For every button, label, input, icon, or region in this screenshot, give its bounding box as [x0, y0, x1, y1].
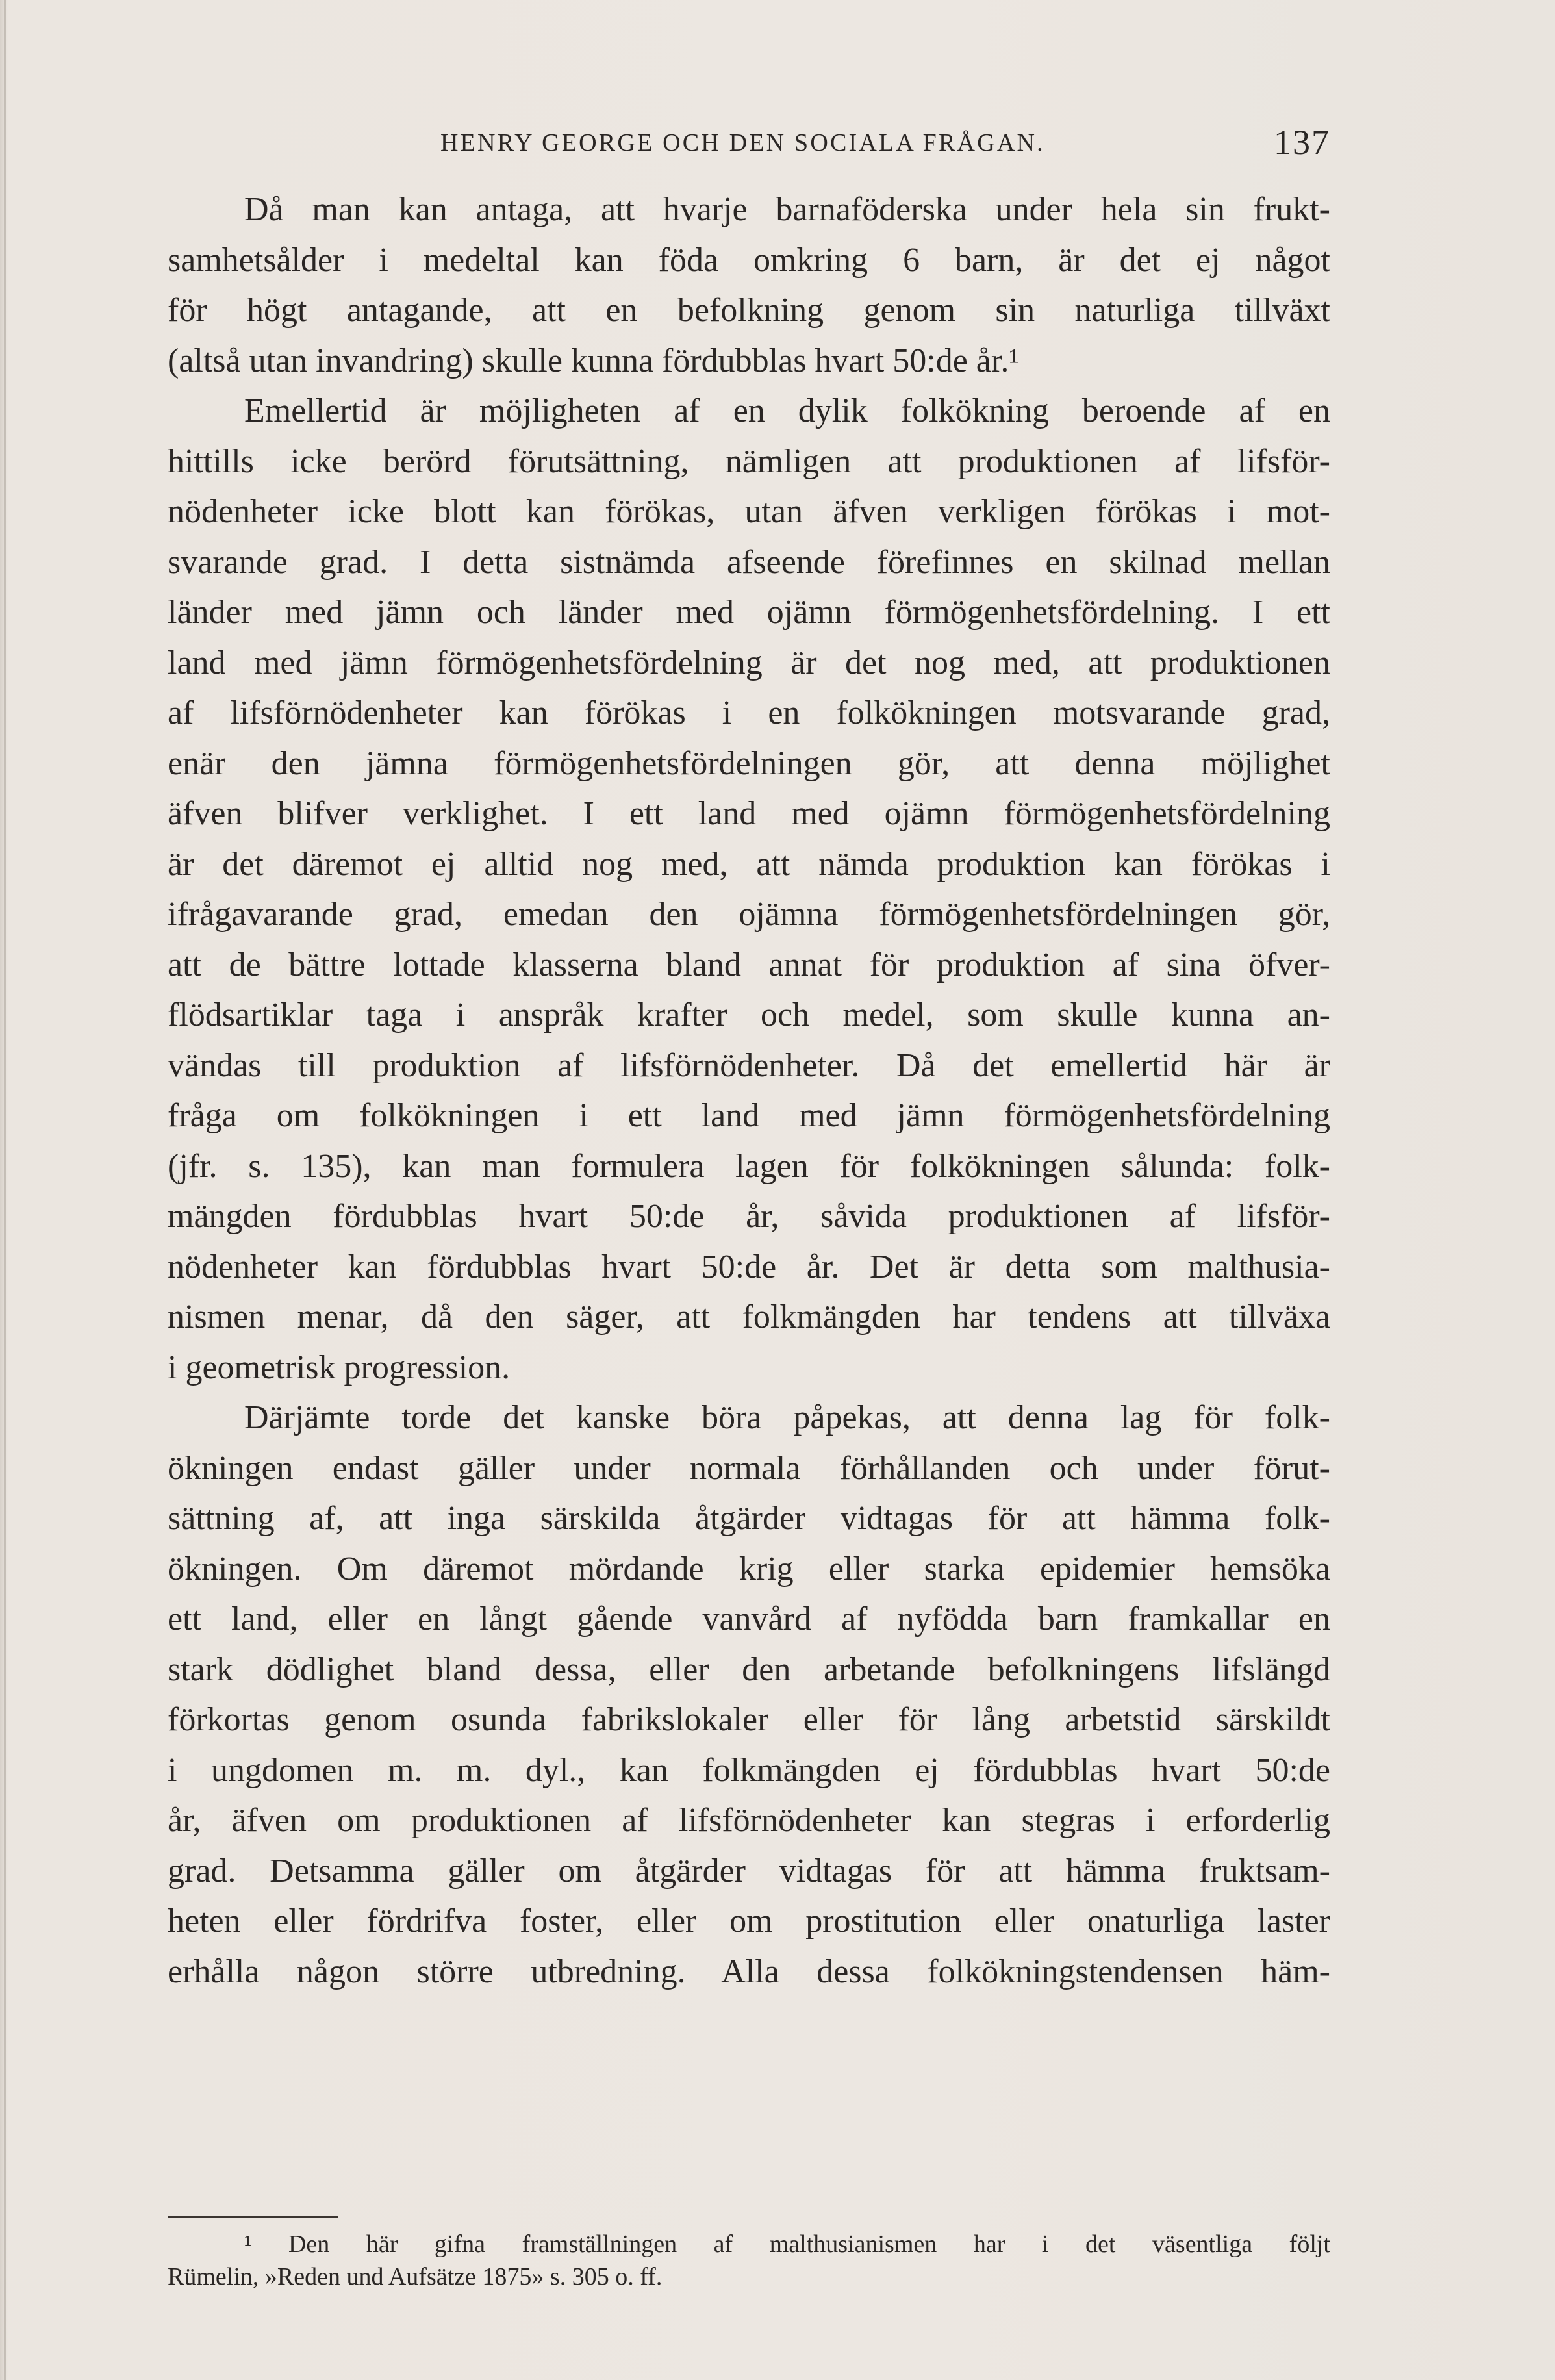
text-line: Därjämte torde det kanske böra påpekas, att denna lag för folk-: [244, 1399, 1330, 1436]
footnote-line: Rümelin, »Reden und Aufsätze 1875» s. 305 o. ff.: [168, 2263, 663, 2290]
text-line: (altså utan invandring) skulle kunna fördubblas hvart 50:de år.¹: [168, 342, 1019, 379]
text-line: Emellertid är möjligheten af en dylik folkökning beroende af en: [244, 392, 1330, 429]
text-line: grad. Detsamma gäller om åtgärder vidtagas för att hämma fruktsam-: [168, 1852, 1330, 1890]
text-line: heten eller fördrifva foster, eller om prostitution eller onaturliga laster: [168, 1903, 1330, 1940]
text-line: i geometrisk progression.: [168, 1348, 511, 1386]
text-line: hittills icke berörd förutsättning, nämligen att produktionen af lifsför-: [168, 442, 1330, 480]
page-header: [168, 117, 1330, 162]
text-line: år, äfven om produktionen af lifsförnödenheter kan stegras i erforderlig: [168, 1802, 1330, 1839]
text-line: flödsartiklar taga i anspråk krafter och medel, som skulle kunna an-: [168, 996, 1330, 1033]
text-line: äfven blifver verklighet. I ett land med ojämn förmögenhetsfördelning: [168, 795, 1330, 832]
text-line: svarande grad. I detta sistnämda afseende förefinnes en skilnad mellan: [168, 543, 1330, 581]
text-line: ett land, eller en långt gående vanvård af nyfödda barn framkallar en: [168, 1601, 1330, 1638]
text-line: ökningen endast gäller under normala förhållanden och under förut-: [168, 1449, 1330, 1487]
footnotes: [168, 2228, 1330, 2293]
text-line: ökningen. Om däremot mördande krig eller starka epidemier hemsöka: [168, 1550, 1330, 1588]
footnote-line: ¹ Den här gifna framställningen af malthusianismen har i det väsentliga följt: [244, 2231, 1330, 2258]
page-gutter-edge: [4, 0, 6, 2380]
text-line: Då man kan antaga, att hvarje barnaföderska under hela sin frukt-: [244, 191, 1330, 228]
text-line: nismen menar, då den säger, att folkmängden har tendens att tillväxa: [168, 1298, 1330, 1336]
text-line: vändas till produktion af lifsförnödenheter. Då det emellertid här är: [168, 1046, 1330, 1084]
text-line: mängden fördubblas hvart 50:de år, såvida produktionen af lifsför-: [168, 1198, 1330, 1235]
page-number: 137: [1274, 123, 1330, 162]
text-line: af lifsförnödenheter kan förökas i en folkökningen motsvarande grad,: [168, 694, 1330, 731]
footnote-divider: [168, 2216, 338, 2218]
text-line: är det däremot ej alltid nog med, att nämda produktion kan förökas i: [168, 845, 1330, 883]
text-line: ifrågavarande grad, emedan den ojämna förmögenhetsfördelningen gör,: [168, 896, 1330, 933]
running-title: HENRY GEORGE OCH DEN SOCIALA FRÅGAN.: [440, 129, 1045, 157]
text-line: erhålla någon större utbredning. Alla dessa folkökningstendensen häm-: [168, 1953, 1330, 1990]
text-line: att de bättre lottade klasserna bland annat för produktion af sina öfver-: [168, 946, 1330, 983]
text-line: enär den jämna förmögenhetsfördelningen gör, att denna möjlighet: [168, 744, 1330, 782]
text-line: (jfr. s. 135), kan man formulera lagen för folkökningen sålunda: folk-: [168, 1147, 1330, 1185]
text-line: fråga om folkökningen i ett land med jämn förmögenhetsfördelning: [168, 1097, 1330, 1134]
text-line: länder med jämn och länder med ojämn förmögenhetsfördelning. I ett: [168, 594, 1330, 631]
text-line: nödenheter icke blott kan förökas, utan äfven verkligen förökas i mot-: [168, 493, 1330, 530]
text-line: sättning af, att inga särskilda åtgärder vidtagas för att hämma folk-: [168, 1500, 1330, 1537]
text-line: för högt antagande, att en befolkning genom sin naturliga tillväxt: [168, 292, 1330, 329]
text-line: nödenheter kan fördubblas hvart 50:de år. Det är detta som malthusia-: [168, 1248, 1330, 1285]
text-line: i ungdomen m. m. dyl., kan folkmängden ej fördubblas hvart 50:de: [168, 1751, 1330, 1789]
text-line: stark dödlighet bland dessa, eller den arbetande befolkningens lifslängd: [168, 1651, 1330, 1688]
text-line: land med jämn förmögenhetsfördelning är det nog med, att produktionen: [168, 644, 1330, 681]
text-line: samhetsålder i medeltal kan föda omkring 6 barn, är det ej något: [168, 241, 1330, 279]
text-line: förkortas genom osunda fabrikslokaler eller för lång arbetstid särskildt: [168, 1701, 1330, 1738]
main-text: [168, 184, 1330, 1997]
